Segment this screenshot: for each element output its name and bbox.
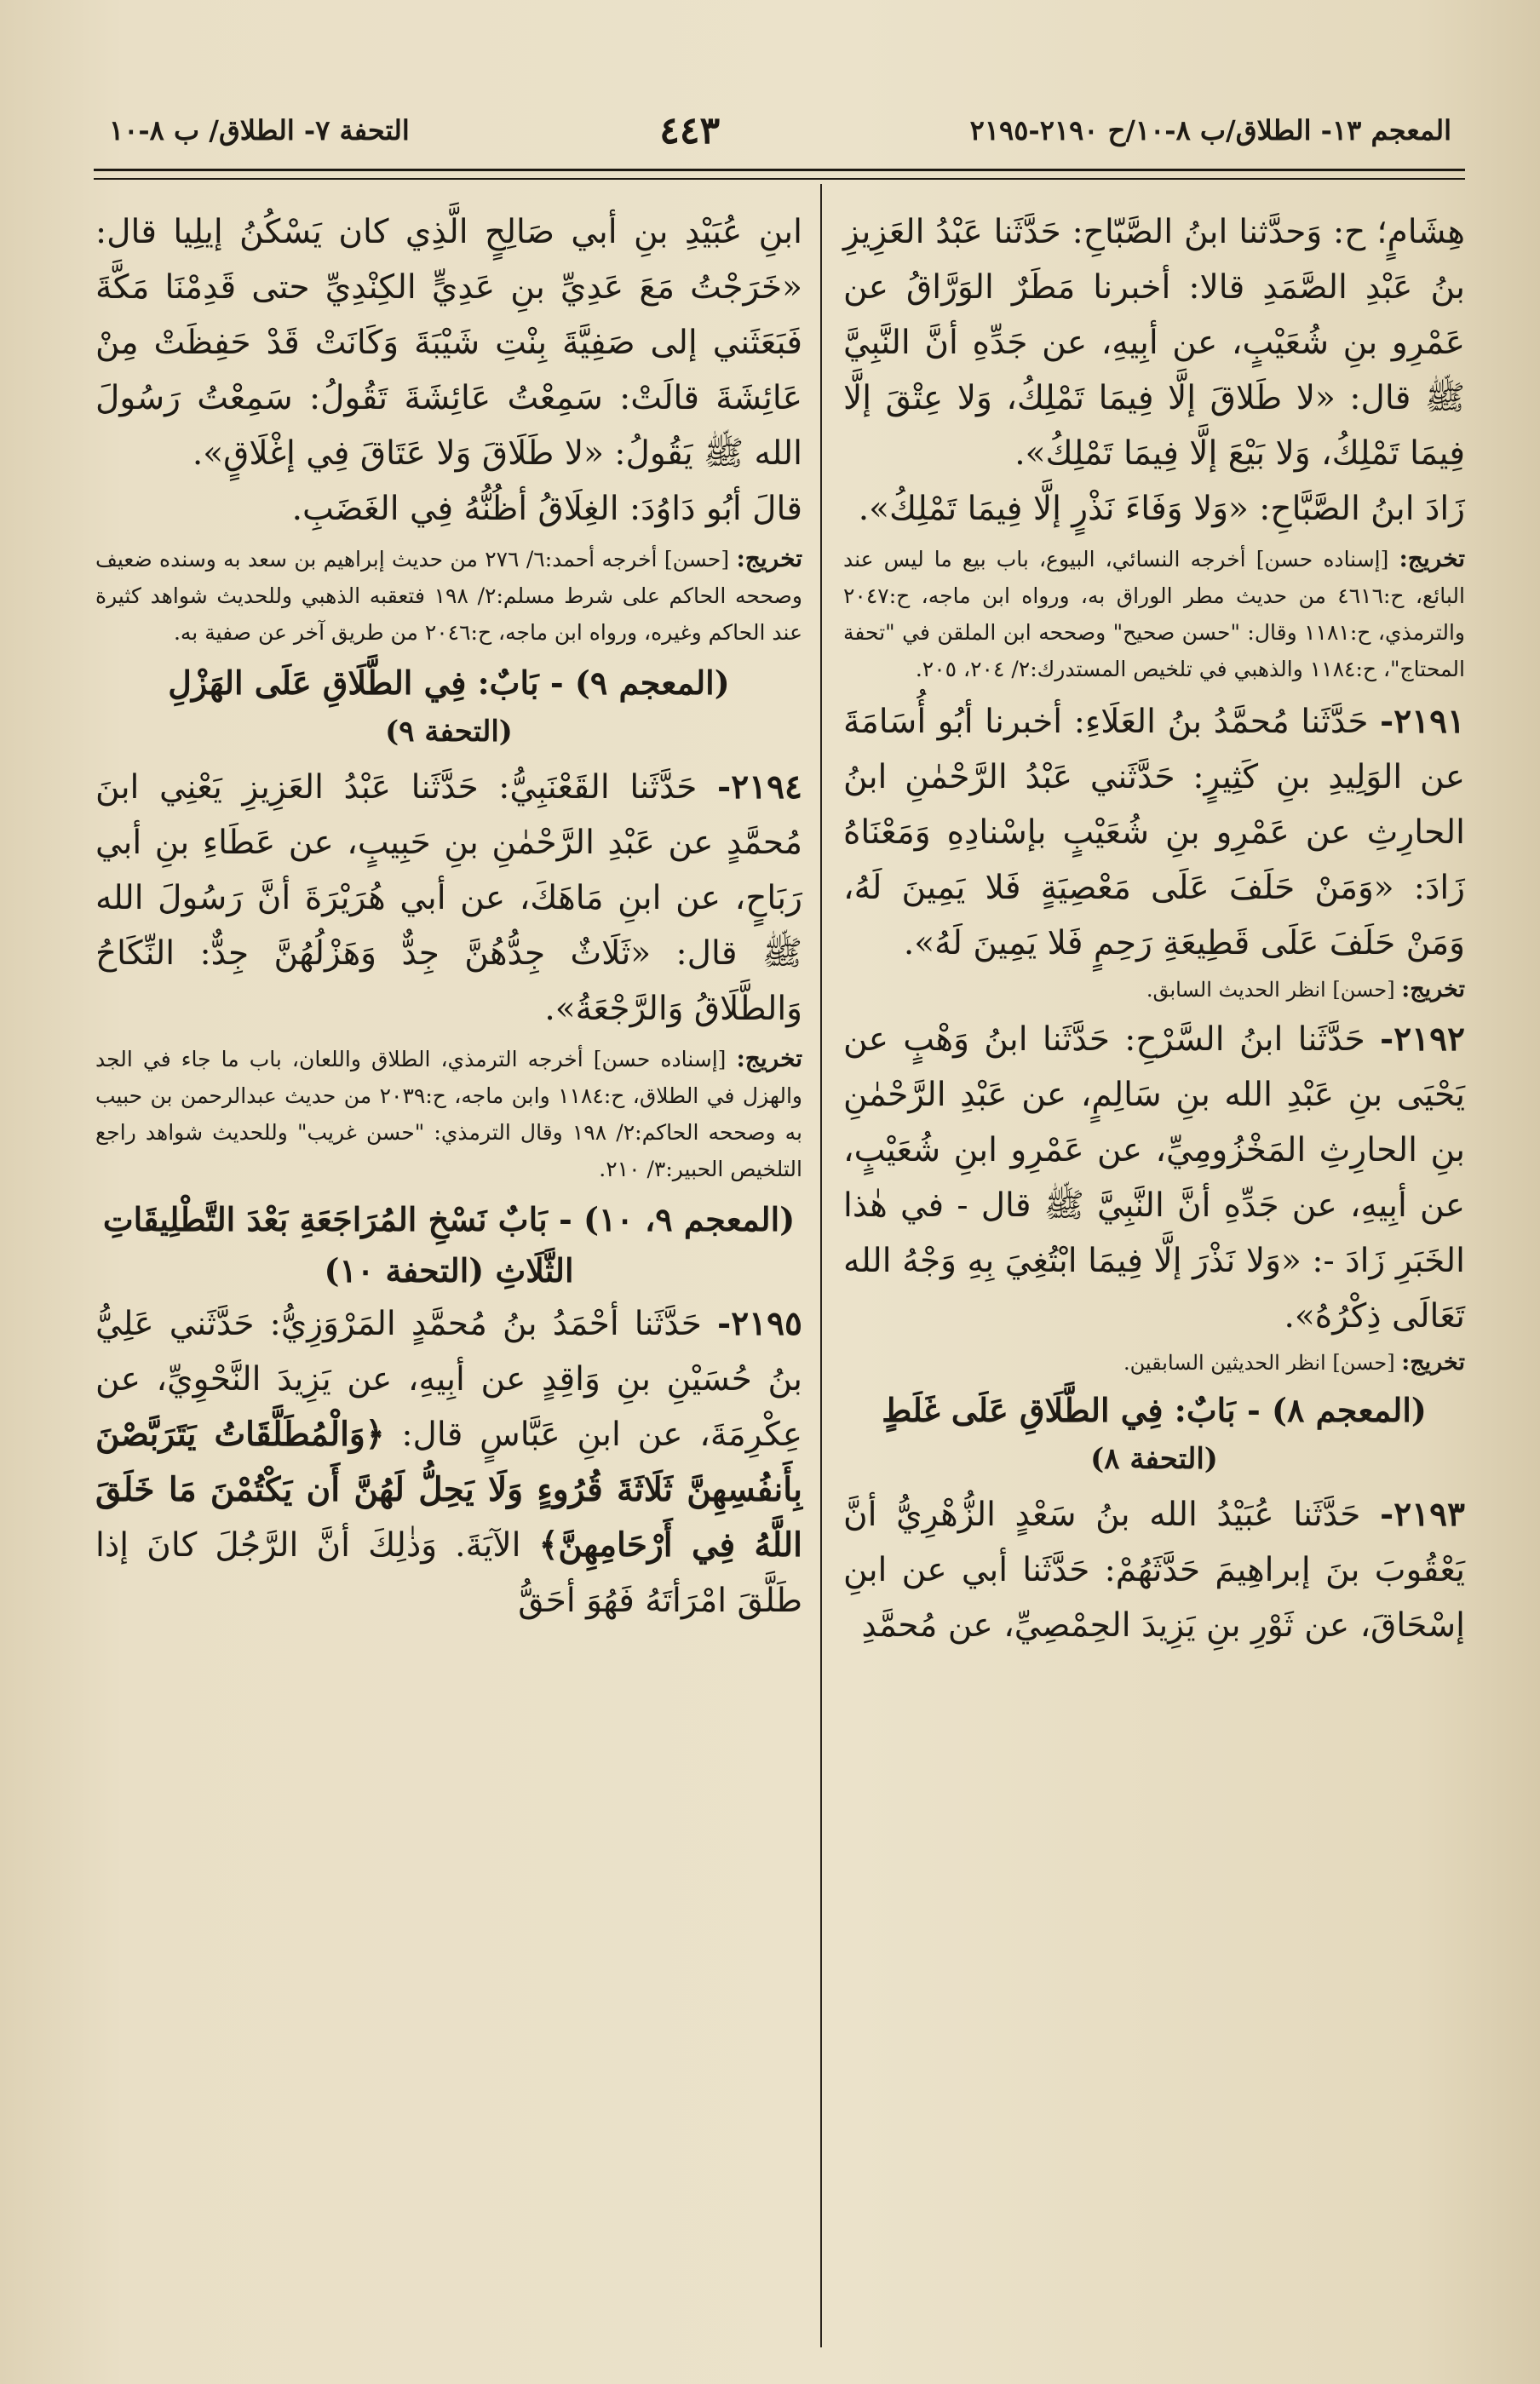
hadith-text: حَدَّثَنا عُبَيْدُ الله بنُ سَعْدٍ الزُّهْرِيُّ أنَّ يَعْقُوبَ بنَ إبراهِيمَ حَدَّثَهُمْ: حَدَّثَنا أبي عن ابنِ إسْحَاقَ، عن ثَوْرِ بنِ يَزِيدَ الحِمْصِيِّ، عن مُحمَّدِ (843, 1496, 1465, 1645)
takhrij-text: [إسناده حسن] أخرجه النسائي، البيوع، باب بيع ما ليس عند البائع، ح:٤٦١٦ من حديث مطر الوراق به، ورواه ابن ماجه، ح:٢٠٤٧ والترمذي، ح:١١٨١ وقال: "حسن صحيح" وصححه ابن الملقن في "تحفة المحتاج"، ح:١١٨٤ والذهبي في تلخيص المستدرك:٢/ ٢٠٤، ٢٠٥. (843, 547, 1465, 681)
hadith-text-continued: الآيَةَ. وَذٰلِكَ أنَّ الرَّجُلَ كانَ إذا طَلَّقَ امْرَأتَهُ فَهُوَ أحَقُّ (95, 1526, 802, 1620)
hadith-continuation: ابنِ عُبَيْدِ بنِ أبي صَالِحٍ الَّذِي كان يَسْكُنُ إيلِيا قال: «خَرَجْتُ مَعَ عَدِيِّ بنِ عَدِيٍّ الكِنْدِيِّ حتى قَدِمْنَا مَكَّةَ فَبَعَثَني إلى صَفِيَّةَ بِنْتِ شَيْبَةَ وَكَانَتْ قَدْ حَفِظَتْ مِنْ عَائِشَةَ قالَتْ: سَمِعْتُ عَائِشَةَ تَقُولُ: سَمِعْتُ رَسُولَ الله ﷺ يَقُولُ: «لا طَلَاقَ وَلا عَتَاقَ فِي إغْلَاقٍ». (95, 213, 802, 473)
header-right: المعجم ١٣- الطلاق/ب ٨-١٠/ح ٢١٩٠-٢١٩٥ (969, 114, 1451, 146)
takhrij-note (843, 973, 1465, 1007)
right-column (843, 204, 1465, 1653)
takhrij-label: تخريج: (1401, 1349, 1465, 1376)
hadith-text: حَدَّثَنا القَعْنَبِيُّ: حَدَّثَنا عَبْدُ العَزِيزِ يَعْنِي ابنَ مُحمَّدٍ عن عَبْدِ الرَّحْمٰنِ بنِ حَبِيبٍ، عن عَطَاءِ بنِ أبي رَبَاحٍ، عن ابنِ مَاهَكَ، عن أبي هُرَيْرَةَ أنَّ رَسُولَ الله ﷺ قال: «ثَلَاثٌ جِدُّهُنَّ جِدٌّ وَهَزْلُهُنَّ جِدٌّ: النِّكَاحُ وَالطَّلَاقُ وَالرَّجْعَةُ». (95, 768, 802, 1028)
takhrij-text: [حسن] انظر الحديثين السابقين. (1123, 1351, 1395, 1375)
abu-dawud-comment: قالَ أبُو دَاوُدَ: الغِلَاقُ أظُنُّهُ فِي الغَضَبِ. (291, 490, 802, 528)
hadith-text: حَدَّثَنا ابنُ السَّرْحِ: حَدَّثَنا ابنُ وَهْبٍ عن يَحْيَى بنِ عَبْدِ الله بنِ سَالِمٍ، عن عَبْدِ الرَّحْمٰنِ بنِ الحارِثِ المَخْزُومِيِّ، عن عَمْرِو ابنِ شُعَيْبٍ، عن أبِيهِ، عن جَدِّهِ أنَّ النَّبِيَّ ﷺ قال - في هٰذا الخَبَرِ زَادَ -: «وَلا نَذْرَ إلَّا فِيمَا ابْتُغِيَ بِهِ وَجْهُ الله تَعَالَى ذِكْرُهُ». (843, 1020, 1465, 1336)
takhrij-label: تخريج: (736, 1044, 802, 1072)
page-number: ٤٤٣ (659, 108, 721, 152)
header-rule-thin (94, 178, 1465, 180)
hadith-number: ٢١٩٥- (717, 1304, 802, 1343)
takhrij-note (95, 540, 802, 651)
left-column (95, 204, 802, 1629)
takhrij-text: [إسناده حسن] أخرجه الترمذي، الطلاق واللعان، باب ما جاء في الجد والهزل في الطلاق، ح:١١٨٤ وابن ماجه، ح:٢٠٣٩ من حديث عبدالرحمن بن حبيب به وصححه الحاكم:٢/ ١٩٨ وقال الترمذي: "حسن غريب" وللحديث شواهد راجع التلخيص الحبير:٣/ ٢١٠. (95, 1047, 803, 1181)
chapter-heading: (المعجم ٨) - بَابٌ: فِي الطَّلَاقِ عَلَى غَلَطٍ (882, 1391, 1427, 1429)
takhrij-note (95, 1040, 802, 1187)
hadith-number: ٢١٩٣- (1380, 1495, 1465, 1534)
takhrij-label: تخريج: (1401, 976, 1465, 1002)
hadith-number: ٢١٩١- (1380, 702, 1465, 741)
running-header (109, 101, 1451, 160)
hadith-2193 (843, 1487, 1465, 1653)
takhrij-text: [حسن] انظر الحديث السابق. (1146, 978, 1395, 1002)
tuhfa-reference: (التحفة ٨) (1090, 1442, 1218, 1476)
chapter-heading: (المعجم ٩، ١٠) - بَابٌ نَسْخِ المُرَاجَعَةِ بَعْدَ التَّطْلِيقَاتِ الثَّلَاثِ (التحفة ١٠) (102, 1200, 796, 1290)
header-left: التحفة ٧- الطلاق/ ب ٨-١٠ (109, 114, 410, 146)
hadith-number: ٢١٩٢- (1380, 1020, 1465, 1059)
chapter-heading: (المعجم ٩) - بَابٌ: فِي الطَّلَاقِ عَلَى الهَزْلِ (168, 663, 730, 702)
hadith-2191 (843, 694, 1465, 971)
takhrij-note (843, 540, 1465, 687)
hadith-text: حَدَّثَنا أحْمَدُ بنُ مُحمَّدٍ المَرْوَزِيُّ: حَدَّثَني عَلِيُّ بنُ حُسَيْنِ بنِ وَاقِدٍ عن أبِيهِ، عن يَزِيدَ النَّحْوِيِّ، عن عِكْرِمَةَ، عن ابنِ عَبَّاسٍ قال: (95, 1305, 802, 1454)
takhrij-label: تخريج: (1399, 544, 1465, 572)
hadith-text: حَدَّثَنا مُحمَّدُ بنُ العَلَاءِ: أخبرنا أبُو أُسَامَةَ عن الوَلِيدِ بنِ كَثِيرٍ: حَدَّثَني عَبْدُ الرَّحْمٰنِ ابنُ الحارِثِ عن عَمْرِو بنِ شُعَيْبٍ بإسْنادِهِ وَمَعْنَاهُ زَادَ: «وَمَنْ حَلَفَ عَلَى مَعْصِيَةٍ فَلا يَمِينَ لَهُ، وَمَنْ حَلَفَ عَلَى قَطِيعَةِ رَحِمٍ فَلا يَمِينَ لَهُ». (843, 703, 1465, 962)
column-divider (820, 184, 822, 2347)
takhrij-note (843, 1346, 1465, 1380)
hadith-number: ٢١٩٤- (717, 767, 802, 807)
quran-verse: ﴿وَالْمُطَلَّقَاتُ يَتَرَبَّصْنَ بِأَنفُسِهِنَّ ثَلَاثَةَ قُرُوءٍ وَلَا يَحِلُّ لَهُنَّ أَن يَكْتُمْنَ مَا خَلَقَ اللَّهُ فِي أَرْحَامِهِنَّ﴾ (95, 1415, 802, 1565)
hadith-addition: زَادَ ابنُ الصَّبَّاحِ: «وَلا وَفَاءَ نَذْرٍ إلَّا فِيمَا تَمْلِكُ». (858, 490, 1465, 528)
header-rule (94, 169, 1465, 171)
tuhfa-reference: (التحفة ٩) (385, 715, 513, 749)
hadith-continuation: هِشَامٍ؛ ح: وَحدَّثنا ابنُ الصَّبّاحِ: حَدَّثَنا عَبْدُ العَزِيزِ بنُ عَبْدِ الصَّمَدِ قالا: أخبرنا مَطَرٌ الوَرَّاقُ عن عَمْرِو بنِ شُعَيْبٍ، عن أبِيهِ، عن جَدِّهِ أنَّ النَّبِيَّ ﷺ قال: «لا طَلاقَ إلَّا فِيمَا تَمْلِكُ، وَلا عِتْقَ إلَّا فِيمَا تَمْلِكُ، وَلا بَيْعَ إلَّا فِيمَا تَمْلِكُ». (843, 213, 1465, 473)
hadith-2195 (95, 1296, 802, 1629)
hadith-2192 (843, 1012, 1465, 1344)
takhrij-text: [حسن] أخرجه أحمد:٦/ ٢٧٦ من حديث إبراهيم بن سعد به وسنده ضعيف وصححه الحاكم على شرط مسلم:٢/ ١٩٨ فتعقبه الذهبي وللحديث شواهد كثيرة عند الحاكم وغيره، ورواه ابن ماجه، ح:٢٠٤٦ من طريق آخر عن صفية به. (95, 547, 802, 645)
takhrij-label: تخريج: (736, 544, 802, 572)
hadith-2194 (95, 760, 802, 1037)
